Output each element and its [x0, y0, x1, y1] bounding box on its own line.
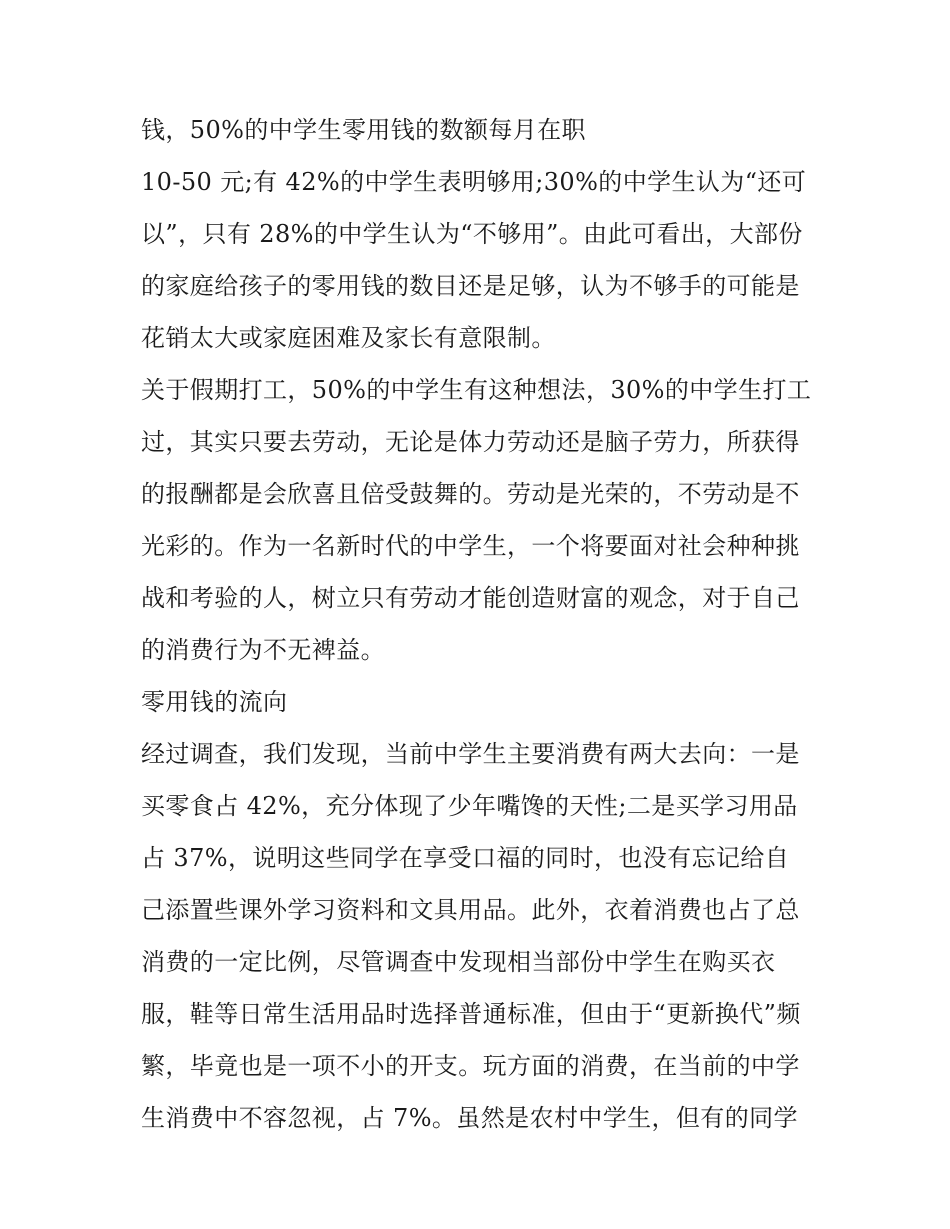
text-line: 10-50 元;有 42%的中学生表明够用;30%的中学生认为“还可	[141, 168, 807, 196]
document-body	[141, 104, 821, 1144]
text-line: 花销太大或家庭困难及家长有意限制。	[141, 324, 556, 352]
text-line: 的消费行为不无裨益。	[141, 636, 385, 664]
text-line: 占 37%，说明这些同学在享受口福的同时，也没有忘记给自	[141, 844, 790, 872]
text-line: 光彩的。作为一名新时代的中学生，一个将要面对社会种种挑	[141, 532, 800, 560]
text-line: 服，鞋等日常生活用品时选择普通标准，但由于“更新换代”频	[141, 1000, 801, 1028]
text-line: 以”，只有 28%的中学生认为“不够用”。由此可看出，大部份	[141, 220, 803, 248]
text-line: 消费的一定比例，尽管调查中发现相当部份中学生在购买衣	[141, 948, 776, 976]
text-line: 买零食占 42%，充分体现了少年嘴馋的天性;二是买学习用品	[141, 792, 798, 820]
text-line: 生消费中不容忽视，占 7%。虽然是农村中学生，但有的同学	[141, 1104, 798, 1132]
text-line: 经过调查，我们发现，当前中学生主要消费有两大去向：一是	[141, 740, 800, 768]
text-line: 的家庭给孩子的零用钱的数目还是足够，认为不够手的可能是	[141, 272, 800, 300]
text-line: 战和考验的人，树立只有劳动才能创造财富的观念，对于自己	[141, 584, 800, 612]
section-heading: 零用钱的流向	[141, 688, 288, 716]
text-line: 过，其实只要去劳动，无论是体力劳动还是脑子劳力，所获得	[141, 428, 800, 456]
text-line: 关于假期打工，50%的中学生有这种想法，30%的中学生打工	[141, 376, 812, 404]
text-line: 己添置些课外学习资料和文具用品。此外，衣着消费也占了总	[141, 896, 800, 924]
text-line: 繁，毕竟也是一项不小的开支。玩方面的消费，在当前的中学	[141, 1052, 800, 1080]
text-line: 钱，50%的中学生零用钱的数额每月在职	[141, 116, 586, 144]
text-line: 的报酬都是会欣喜且倍受鼓舞的。劳动是光荣的，不劳动是不	[141, 480, 800, 508]
